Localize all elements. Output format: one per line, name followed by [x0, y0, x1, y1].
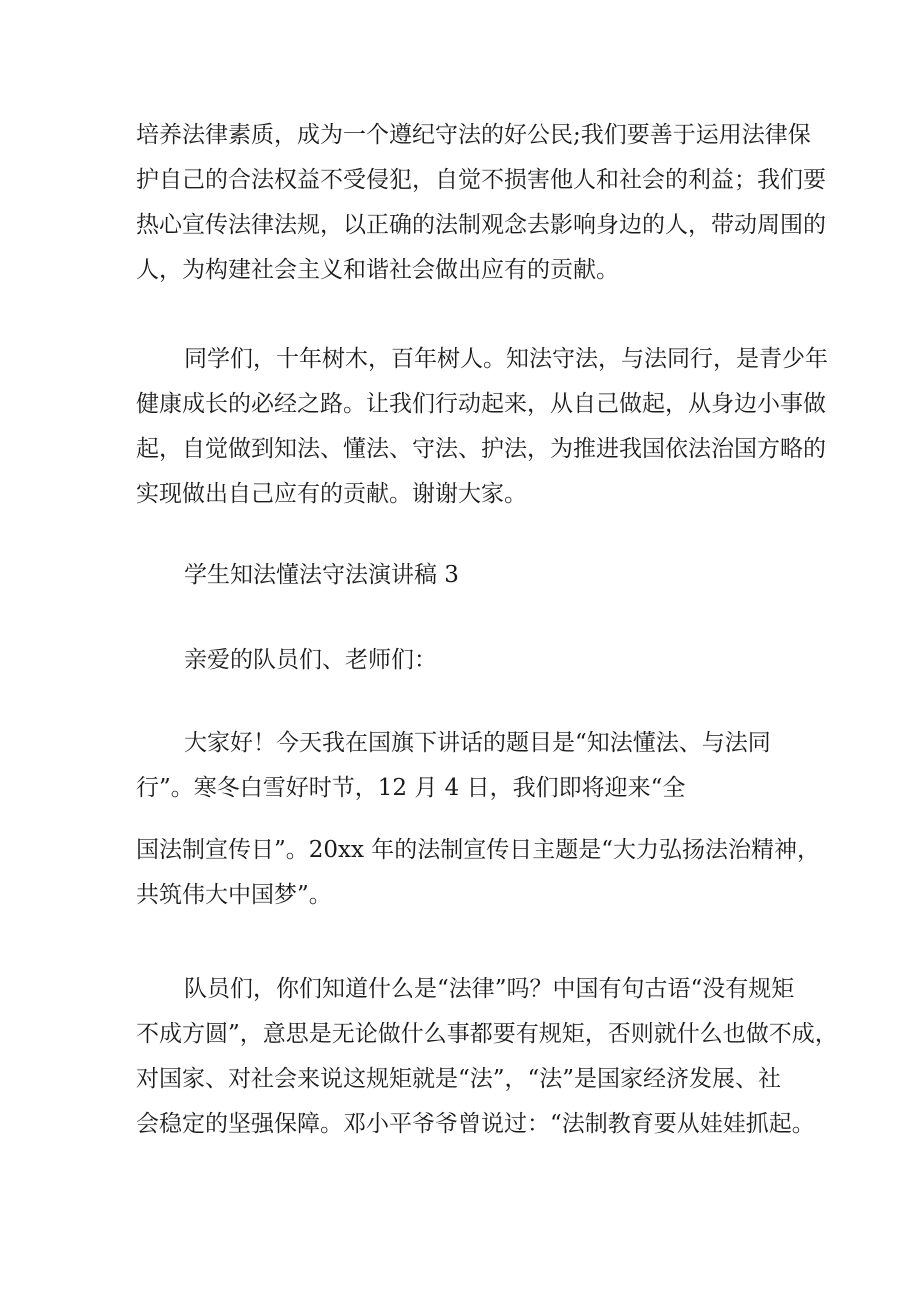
- section-heading: [136, 553, 816, 598]
- text-line: 行”。寒冬白雪好时节，12 月 4 日，我们即将迎来“全: [136, 775, 686, 801]
- salutation-text: 亲爱的队员们、老师们：: [184, 647, 437, 673]
- text-line: 不成方圆”，意思是无论做什么事都要有规矩，否则就什么也做不成，: [136, 1021, 838, 1047]
- text-line: 人，为构建社会主义和谐社会做出应有的贡献。: [136, 257, 619, 283]
- text-line: 健康成长的必经之路。让我们行动起来，从自己做起，从身边小事做: [136, 391, 826, 417]
- text-line: 共筑伟大中国梦”。: [136, 882, 332, 908]
- text-line: 队员们，你们知道什么是“法律”吗？中国有句古语“没有规矩: [184, 976, 795, 1002]
- text-line: 会稳定的坚强保障。邓小平爷爷曾说过：“法制教育要从娃娃抓起。: [136, 1111, 815, 1137]
- heading-text: 学生知法懂法守法演讲稿 3: [184, 562, 459, 588]
- text-line: 对国家、对社会来说这规矩就是“法”，“法”是国家经济发展、社: [136, 1066, 782, 1092]
- text-line: 护自己的合法权益不受侵犯，自觉不损害他人和社会的利益；我们要: [136, 167, 826, 193]
- text-line: 国法制宣传日”。20xx 年的法制宣传日主题是“大力弘扬法治精神，: [136, 837, 821, 863]
- text-line: 起，自觉做到知法、懂法、守法、护法，为推进我国依法治国方略的: [136, 436, 826, 462]
- salutation: [136, 638, 816, 683]
- paragraph-continuation: [136, 113, 826, 293]
- text-line: 大家好！今天我在国旗下讲话的题目是“知法懂法、与法同: [184, 730, 771, 756]
- paragraph-closing: [136, 337, 828, 517]
- paragraph-law-meaning: [136, 967, 838, 1147]
- text-line: 实现做出自己应有的贡献。谢谢大家。: [136, 481, 527, 507]
- paragraph-theme: [136, 828, 821, 918]
- text-line: 培养法律素质，成为一个遵纪守法的好公民;我们要善于运用法律保: [136, 122, 811, 148]
- text-line: 热心宣传法律法规，以正确的法制观念去影响身边的人，带动周围的: [136, 212, 826, 238]
- text-line: 同学们，十年树木，百年树人。知法守法，与法同行，是青少年: [184, 346, 828, 372]
- paragraph-greeting: [136, 721, 816, 811]
